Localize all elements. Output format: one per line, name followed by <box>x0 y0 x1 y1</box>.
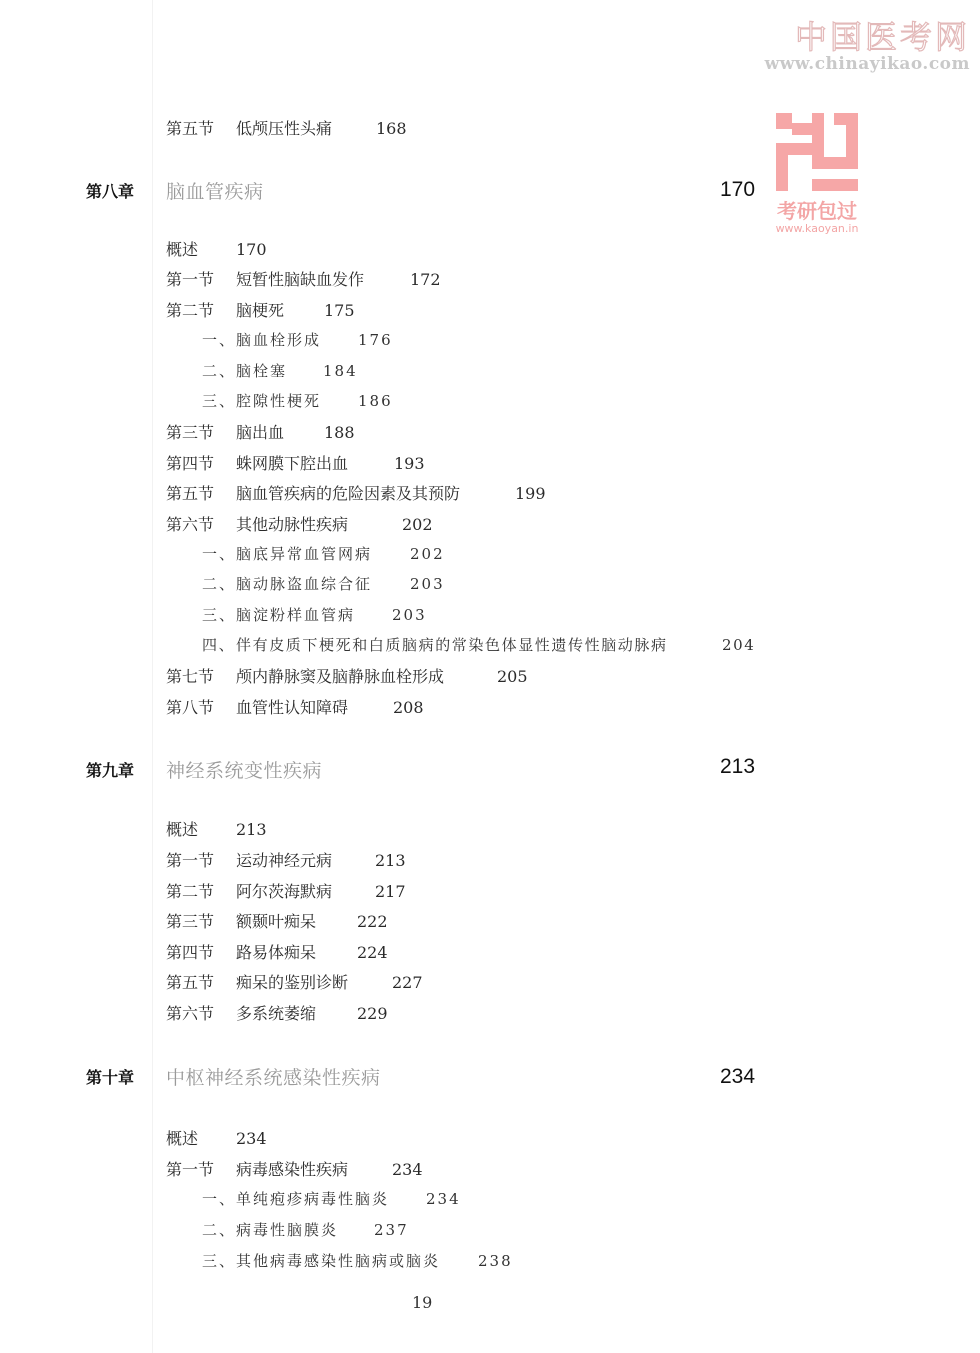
entry-title: 短暂性脑缺血发作 <box>236 270 365 289</box>
toc-subentry[interactable] <box>202 329 393 350</box>
entry-page: 238 <box>478 1252 513 1270</box>
toc-entry[interactable] <box>166 1001 388 1024</box>
entry-label: 一、 <box>202 331 237 349</box>
entry-page: 202 <box>410 545 445 563</box>
entry-page: 229 <box>357 1004 388 1023</box>
toc-subentry[interactable] <box>202 1219 409 1240</box>
entry-page: 188 <box>324 423 355 442</box>
entry-label: 第一节 <box>166 270 215 289</box>
entry-label: 二、 <box>202 1221 237 1239</box>
entry-page: 213 <box>236 820 267 839</box>
entry-label: 第一节 <box>166 1160 215 1179</box>
entry-label: 第五节 <box>166 484 215 503</box>
entry-label: 第三节 <box>166 912 215 931</box>
toc-entry[interactable] <box>166 481 546 504</box>
chapter-title: 神经系统变性疾病 <box>166 760 323 782</box>
entry-page: 186 <box>358 392 393 410</box>
entry-label: 概述 <box>166 240 199 259</box>
entry-page: 227 <box>392 973 423 992</box>
entry-label: 第一节 <box>166 851 215 870</box>
toc-subentry[interactable] <box>202 543 445 564</box>
entry-page: 184 <box>323 362 358 380</box>
entry-label: 第四节 <box>166 943 215 962</box>
toc-entry[interactable] <box>166 512 433 535</box>
entry-title: 血管性认知障碍 <box>236 698 349 717</box>
entry-label: 三、 <box>202 392 237 410</box>
chapter-heading[interactable] <box>0 1062 980 1102</box>
watermark-logo-name: 考研包过 <box>777 199 857 223</box>
entry-label: 第三节 <box>166 423 215 442</box>
chapter-number: 第八章 <box>86 182 135 201</box>
entry-title: 脑栓塞 <box>236 362 288 380</box>
chapter-page: 234 <box>720 1065 756 1088</box>
entry-title: 脑底异常血管网病 <box>236 545 373 563</box>
entry-label: 二、 <box>202 362 237 380</box>
toc-subentry[interactable] <box>202 634 755 655</box>
toc-entry[interactable] <box>166 940 388 963</box>
entry-page: 222 <box>357 912 388 931</box>
watermark-site-url: www.chinayikao.com <box>764 54 970 74</box>
toc-entry[interactable] <box>166 237 267 260</box>
entry-page: 237 <box>374 1221 409 1239</box>
entry-title: 痴呆的鉴别诊断 <box>236 973 349 992</box>
entry-title: 低颅压性头痛 <box>236 119 333 138</box>
chapter-heading[interactable] <box>0 176 980 216</box>
entry-title: 腔隙性梗死 <box>236 392 322 410</box>
entry-title: 蛛网膜下腔出血 <box>236 454 349 473</box>
toc-entry[interactable] <box>166 267 441 290</box>
entry-label: 第四节 <box>166 454 215 473</box>
toc-subentry[interactable] <box>202 573 445 594</box>
entry-page: 203 <box>410 575 445 593</box>
entry-page: 234 <box>236 1129 267 1148</box>
entry-title: 脑梗死 <box>236 301 285 320</box>
entry-label: 一、 <box>202 1190 237 1208</box>
entry-title: 其他病毒感染性脑病或脑炎 <box>236 1252 441 1270</box>
entry-page: 213 <box>375 851 406 870</box>
entry-title: 脑动脉盗血综合征 <box>236 575 373 593</box>
toc-entry[interactable] <box>166 1157 423 1180</box>
watermark-site-name: 中国医考网 <box>794 18 970 56</box>
chapter-page: 213 <box>720 755 756 778</box>
entry-label: 三、 <box>202 1252 237 1270</box>
entry-label: 概述 <box>166 820 199 839</box>
entry-label: 四、 <box>202 636 236 654</box>
entry-title: 脑淀粉样血管病 <box>236 606 356 624</box>
entry-page: 224 <box>357 943 388 962</box>
entry-title: 额颞叶痴呆 <box>236 912 317 931</box>
entry-page: 208 <box>393 698 424 717</box>
toc-entry[interactable] <box>166 1126 267 1149</box>
entry-label: 三、 <box>202 606 237 624</box>
toc-entry[interactable] <box>166 116 407 139</box>
entry-label: 第二节 <box>166 882 215 901</box>
toc-entry[interactable] <box>166 848 406 871</box>
entry-label: 第五节 <box>166 119 215 138</box>
entry-label: 第六节 <box>166 1004 215 1023</box>
entry-page: 168 <box>376 119 407 138</box>
entry-title: 颅内静脉窦及脑静脉血栓形成 <box>236 667 445 686</box>
toc-subentry[interactable] <box>202 604 427 625</box>
entry-page: 176 <box>358 331 393 349</box>
entry-label: 第六节 <box>166 515 215 534</box>
toc-entry[interactable] <box>166 420 355 443</box>
chapter-heading[interactable] <box>0 755 980 795</box>
toc-entry[interactable] <box>166 451 425 474</box>
entry-title: 单纯疱疹病毒性脑炎 <box>236 1190 390 1208</box>
entry-label: 一、 <box>202 545 237 563</box>
toc-entry[interactable] <box>166 909 388 932</box>
entry-page: 234 <box>426 1190 461 1208</box>
entry-label: 第八节 <box>166 698 215 717</box>
entry-label: 二、 <box>202 575 237 593</box>
entry-label: 第七节 <box>166 667 215 686</box>
toc-entry[interactable] <box>166 879 406 902</box>
entry-title: 运动神经元病 <box>236 851 333 870</box>
entry-page: 234 <box>392 1160 423 1179</box>
entry-title: 其他动脉性疾病 <box>236 515 349 534</box>
toc-entry[interactable] <box>166 970 423 993</box>
entry-title: 脑血栓形成 <box>236 331 322 349</box>
kaoyan-watermark <box>767 113 867 235</box>
page-number: 19 <box>412 1293 433 1312</box>
entry-title: 病毒性脑膜炎 <box>236 1221 339 1239</box>
entry-page: 175 <box>324 301 355 320</box>
toc-subentry[interactable] <box>202 1250 513 1271</box>
toc-entry[interactable] <box>166 298 355 321</box>
toc-subentry[interactable] <box>202 1188 461 1209</box>
chapter-number: 第九章 <box>86 761 135 780</box>
toc-entry[interactable] <box>166 817 267 840</box>
site-watermark <box>765 12 970 74</box>
watermark-logo-url: www.kaoyan.in <box>775 222 859 235</box>
toc-entry[interactable] <box>166 664 528 687</box>
entry-page: 205 <box>497 667 528 686</box>
toc-subentry[interactable] <box>202 360 358 381</box>
entry-page: 204 <box>722 636 756 654</box>
entry-title: 病毒感染性疾病 <box>236 1160 349 1179</box>
entry-page: 202 <box>402 515 433 534</box>
entry-title: 脑出血 <box>236 423 285 442</box>
entry-title: 路易体痴呆 <box>236 943 317 962</box>
entry-page: 172 <box>410 270 441 289</box>
chapter-page: 170 <box>720 178 756 201</box>
toc-entry[interactable] <box>166 695 424 718</box>
entry-label: 第二节 <box>166 301 215 320</box>
entry-page: 199 <box>515 484 546 503</box>
entry-page: 217 <box>375 882 406 901</box>
chapter-number: 第十章 <box>86 1068 135 1087</box>
toc-subentry[interactable] <box>202 390 393 411</box>
entry-label: 第五节 <box>166 973 215 992</box>
chapter-title: 中枢神经系统感染性疾病 <box>166 1067 381 1089</box>
entry-label: 概述 <box>166 1129 199 1148</box>
entry-page: 170 <box>236 240 267 259</box>
chapter-title: 脑血管疾病 <box>166 181 264 203</box>
entry-title: 脑血管疾病的危险因素及其预防 <box>236 484 461 503</box>
entry-title: 多系统萎缩 <box>236 1004 317 1023</box>
entry-page: 203 <box>392 606 427 624</box>
entry-page: 193 <box>394 454 425 473</box>
entry-title: 阿尔茨海默病 <box>236 882 333 901</box>
entry-title: 伴有皮质下梗死和白质脑病的常染色体显性遗传性脑动脉病 <box>236 636 668 654</box>
